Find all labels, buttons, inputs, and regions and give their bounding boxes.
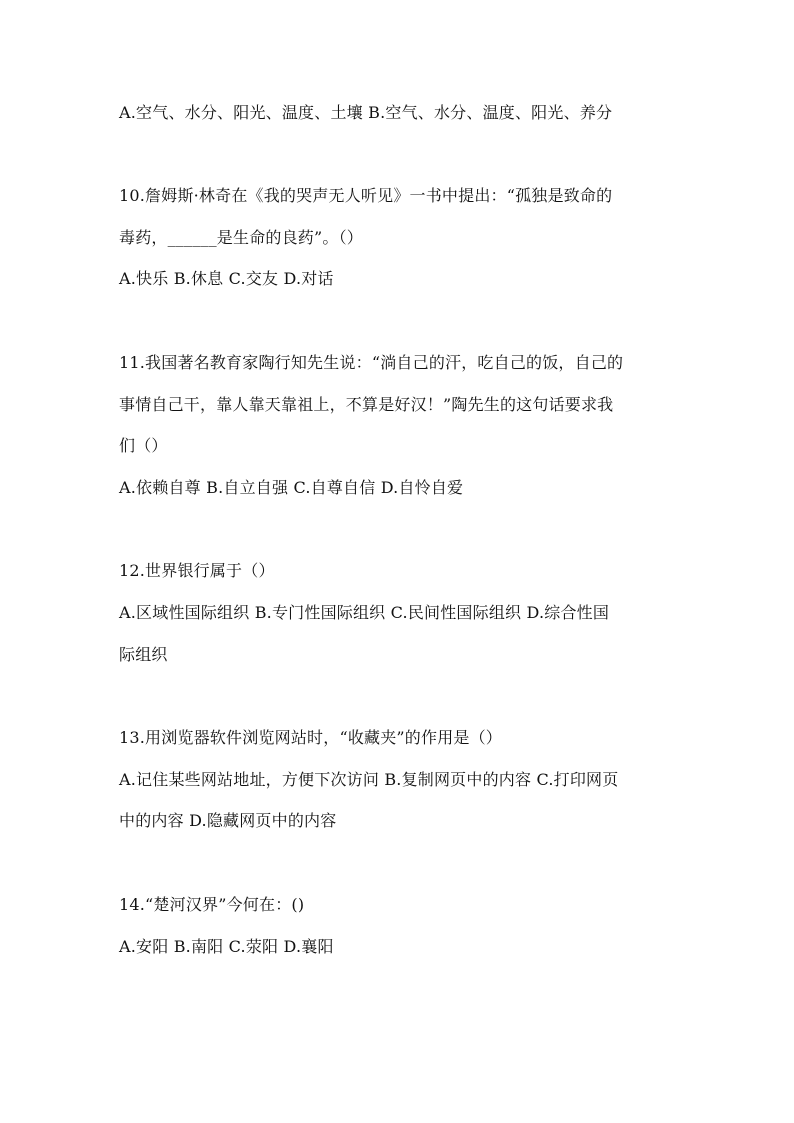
q12-options-line-1: A.区域性国际组织 B.专门性国际组织 C.民间性国际组织 D.综合性国: [119, 603, 610, 622]
q12-question-line: 12.世界银行属于（）: [119, 561, 275, 580]
q13-question-line: 13.用浏览器软件浏览网站时，“收藏夹”的作用是（）: [119, 728, 503, 747]
q13-options-line-2: 中的内容 D.隐藏网页中的内容: [119, 811, 337, 830]
q10-options-line: A.快乐 B.休息 C.交友 D.对话: [119, 269, 334, 288]
q11-options-line: A.依赖自尊 B.自立自强 C.自尊自信 D.自怜自爱: [119, 478, 464, 497]
q14-question-line: 14.“楚河汉界”今何在：(): [119, 895, 305, 914]
q11-question-line-2: 事情自己干，靠人靠天靠祖上，不算是好汉！”陶先生的这句话要求我: [119, 395, 614, 414]
q12-options-line-2: 际组织: [119, 645, 168, 664]
q11-question-line-3: 们（）: [119, 436, 168, 455]
q13-options-line-1: A.记住某些网站地址，方便下次访问 B.复制网页中的内容 C.打印网页: [119, 770, 619, 789]
q9-options-line: A.空气、水分、阳光、温度、土壤 B.空气、水分、温度、阳光、养分: [119, 103, 613, 122]
q10-question-line-1: 10.詹姆斯·林奇在《我的哭声无人听见》一书中提出：“孤独是致命的: [119, 186, 613, 205]
q14-options-line: A.安阳 B.南阳 C.荥阳 D.襄阳: [119, 937, 334, 956]
q10-question-line-2: 毒药，______是生命的良药”。（）: [119, 228, 363, 247]
q11-question-line-1: 11.我国著名教育家陶行知先生说：“淌自己的汗，吃自己的饭，自己的: [119, 353, 624, 372]
